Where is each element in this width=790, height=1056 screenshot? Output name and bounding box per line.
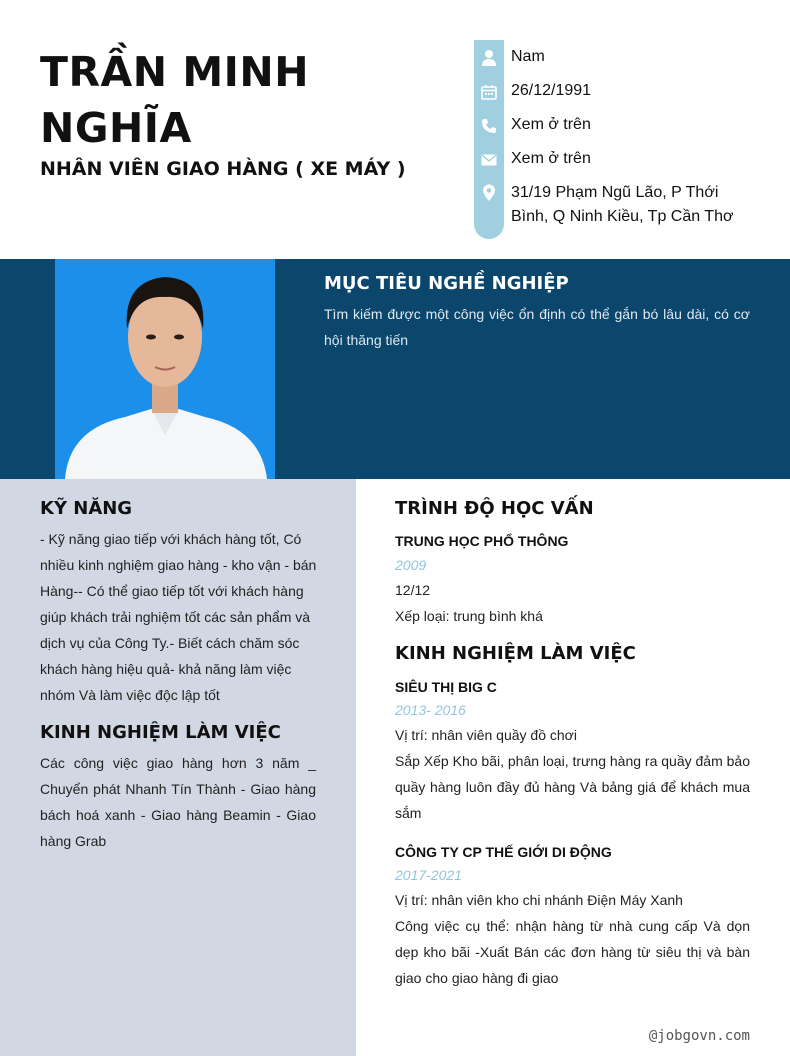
job-position: Vị trí: nhân viên kho chi nhánh Điện Máy Xanh	[395, 892, 683, 908]
education-school: TRUNG HỌC PHỔ THÔNG	[395, 533, 569, 549]
contact-birthday: 26/12/1991	[511, 82, 592, 99]
calendar-icon	[479, 82, 499, 102]
job-description: Công việc cụ thể: nhận hàng từ nhà cung cấp Và dọn dẹp kho bãi -Xuất Bán các đơn hàng từ siêu thị và bàn giao cho giao hàng đi giao	[395, 918, 750, 986]
mail-icon	[479, 150, 499, 170]
phone-icon	[479, 116, 499, 136]
skills-text: - Kỹ năng giao tiếp với khách hàng tốt, Có nhiều kinh nghiệm giao hàng - kho vận - bán Hàng-- Có thể giao tiếp tốt với khách hàng giúp khách trải nghiệm tốt các sản phẩm và dịch vụ của Công Ty.- Biết cách chăm sóc khách hàng hiệu quả- khả năng làm việc nhóm Và làm việc độc lập tốt	[40, 531, 317, 703]
objective-heading: MỤC TIÊU NGHỀ NGHIỆP	[324, 273, 569, 294]
candidate-name: TRẦN MINH NGHĨA	[40, 48, 310, 152]
job-company: CÔNG TY CP THẾ GIỚI DI ĐỘNG	[395, 844, 612, 860]
education-grade: 12/12	[395, 582, 431, 598]
job-company: SIÊU THỊ BIG C	[395, 679, 497, 695]
contact-icon-bar	[474, 40, 504, 239]
education-heading: TRÌNH ĐỘ HỌC VẤN	[395, 498, 594, 519]
left-experience-heading: KINH NGHIỆM LÀM VIỆC	[40, 722, 281, 743]
job-title: NHÂN VIÊN GIAO HÀNG ( XE MÁY )	[40, 158, 406, 180]
location-icon	[479, 183, 499, 203]
objective-text: Tìm kiếm được một công việc ổn định có thể gắn bó lâu dài, có cơ hội thăng tiến	[324, 306, 750, 348]
person-icon	[479, 48, 499, 68]
contact-email: Xem ở trên	[511, 150, 591, 167]
education-rank: Xếp loại: trung bình khá	[395, 608, 543, 624]
job-description: Sắp Xếp Kho bãi, phân loại, trưng hàng ra quầy đảm bảo quầy hàng luôn đầy đủ hàng Và bảng giá để khách mua sắm	[395, 753, 750, 821]
job-period: 2013- 2016	[395, 702, 466, 718]
contact-address: 31/19 Phạm Ngũ Lão, P Thới Bình, Q Ninh Kiều, Tp Cần Thơ	[511, 184, 734, 225]
contact-phone: Xem ở trên	[511, 116, 591, 133]
experience-heading: KINH NGHIỆM LÀM VIỆC	[395, 643, 636, 664]
skills-heading: KỸ NĂNG	[40, 498, 133, 519]
education-year: 2009	[395, 557, 427, 573]
job-period: 2017-2021	[395, 867, 462, 883]
left-experience-text: Các công việc giao hàng hơn 3 năm _ Chuyển phát Nhanh Tín Thành - Giao hàng bách hoá xanh - Giao hàng Beamin - Giao hàng Grab	[40, 755, 316, 849]
job-position: Vị trí: nhân viên quầy đồ chơi	[395, 727, 577, 743]
footer-watermark: @jobgovn.com	[648, 1028, 750, 1044]
contact-gender: Nam	[511, 48, 545, 65]
profile-photo	[55, 259, 275, 479]
